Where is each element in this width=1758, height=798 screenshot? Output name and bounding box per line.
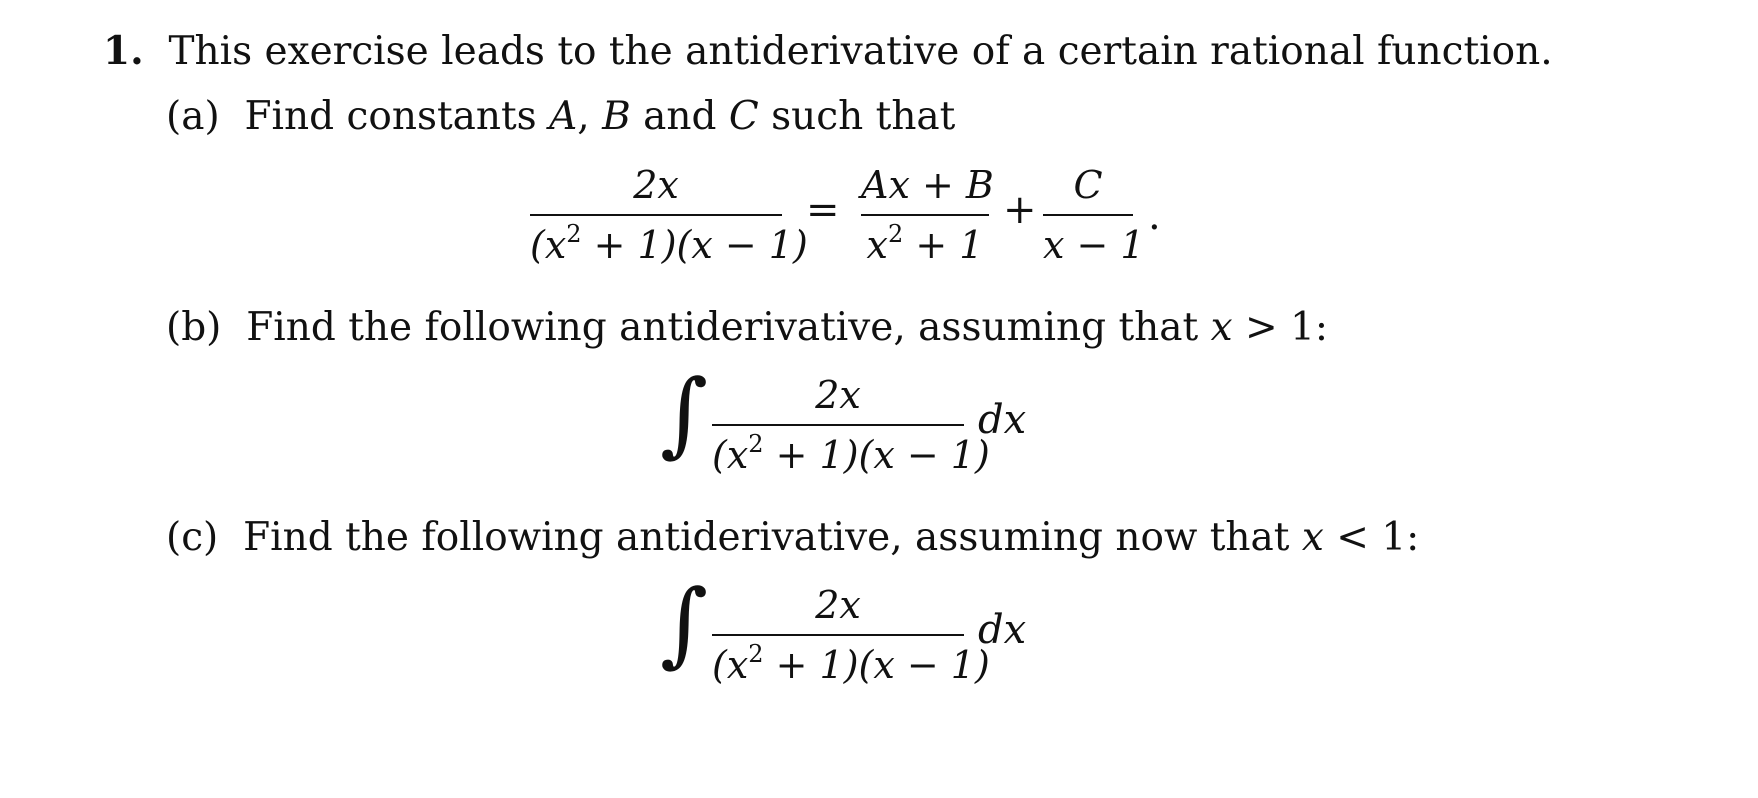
fraction-bar xyxy=(712,424,964,426)
var-b: B xyxy=(602,94,631,139)
integrand-denominator: $(x^2 + 1)(x - 1)$ xyxy=(712,640,990,687)
condition-rest: < 1: xyxy=(1323,515,1420,560)
condition-var: x xyxy=(1210,305,1233,350)
problem-intro: This exercise leads to the antiderivative of a certain rational function. xyxy=(168,29,1553,74)
var-c: C xyxy=(728,94,759,139)
part-b-statement xyxy=(166,305,1329,350)
lhs-denominator: $(x^2 + 1)(x - 1)$ xyxy=(530,220,808,267)
part-a-text-pre: Find constants xyxy=(244,94,537,139)
period: . xyxy=(1148,193,1161,239)
integrand-fraction xyxy=(712,583,990,687)
part-a-statement xyxy=(166,94,956,139)
problem-number: 1. xyxy=(103,28,144,74)
rhs2-numerator: C xyxy=(1073,163,1103,207)
part-c-text: Find the following antiderivative, assuming now that xyxy=(243,515,1290,560)
integrand-denominator: $(x^2 + 1)(x - 1)$ xyxy=(712,430,990,477)
part-b-text: Find the following antiderivative, assuming that xyxy=(246,305,1199,350)
lhs-numerator: 2x xyxy=(633,163,679,207)
comma: , xyxy=(577,94,590,139)
equals-sign: = xyxy=(806,187,840,233)
rhs-fraction-1 xyxy=(861,163,994,267)
rhs-fraction-2 xyxy=(1043,163,1145,267)
fraction-bar xyxy=(530,214,782,216)
integrand-fraction xyxy=(712,373,990,477)
rhs1-numerator: Ax + B xyxy=(861,163,994,207)
integral-sign: ∫ xyxy=(660,570,708,677)
and-word: and xyxy=(643,94,717,139)
rhs1-denominator: $x^2 + 1$ xyxy=(866,220,984,267)
var-a: A xyxy=(549,94,578,139)
rhs2-denominator: x − 1 xyxy=(1043,223,1145,267)
condition-rest: > 1: xyxy=(1232,305,1329,350)
part-c-label: (c) xyxy=(166,515,219,560)
problem-statement xyxy=(103,28,1553,74)
fraction-bar xyxy=(861,214,989,216)
integral-sign: ∫ xyxy=(660,360,708,467)
part-b-label: (b) xyxy=(166,305,222,350)
plus-sign: + xyxy=(1003,187,1037,233)
differential: dx xyxy=(978,607,1027,653)
part-a-text-post: such that xyxy=(771,94,956,139)
part-a-label: (a) xyxy=(166,94,220,139)
lhs-fraction xyxy=(530,163,808,267)
fraction-bar xyxy=(712,634,964,636)
differential: dx xyxy=(978,397,1027,443)
condition-var: x xyxy=(1301,515,1324,560)
part-c-statement xyxy=(166,515,1420,560)
fraction-bar xyxy=(1043,214,1133,216)
integrand-numerator: 2x xyxy=(815,583,861,627)
integrand-numerator: 2x xyxy=(815,373,861,417)
